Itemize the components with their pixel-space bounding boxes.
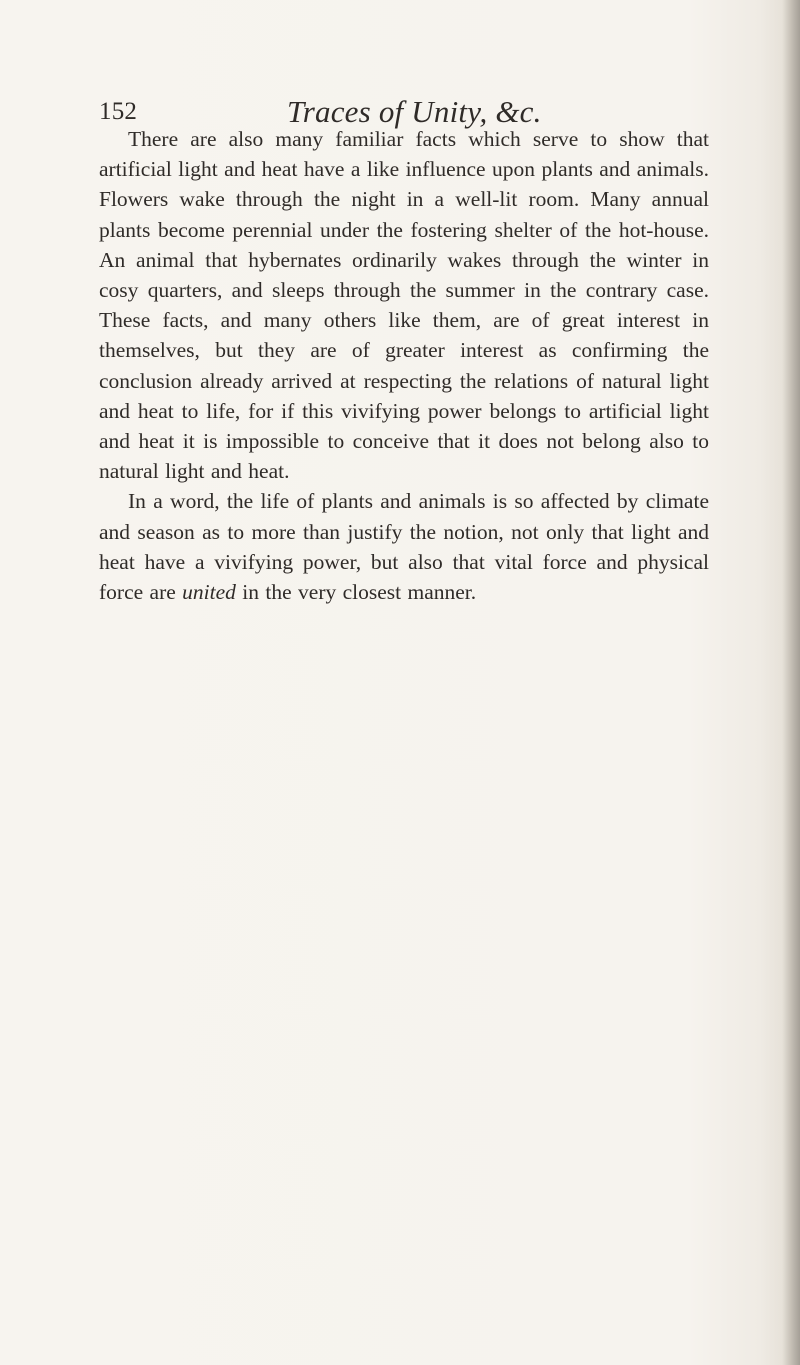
emphasized-word: united xyxy=(182,580,236,605)
paragraph-2-text-before: In a word, the life of plants and animals is so affected by climate and season as to more than justify the notion, not only that light and heat have a vivifying power, but also that vital force and physical force are xyxy=(99,489,709,605)
page-edge-shadow xyxy=(782,0,800,1365)
body-text xyxy=(99,124,709,607)
running-title: Traces of Unity, &c. xyxy=(287,94,542,129)
paragraph-2 xyxy=(99,486,709,607)
paragraph-1: There are also many familiar facts which serve to show that artificial light and heat have a like influence upon plants and animals. Flowers wake through the night in a well-lit room. Many annual plants become perennial under the fostering shelter of the hot-house. An animal that hybernates ordinarily wakes through the winter in cosy quarters, and sleeps through the summer in the contrary case. These facts, and many others like them, are of great interest in themselves, but they are of greater interest as confirming the conclusion already arrived at respecting the relations of natural light and heat to life, for if this vivifying power belongs to artificial light and heat it is impossible to conceive that it does not belong also to natural light and heat. xyxy=(99,127,709,484)
paragraph-2-text-after: in the very closest manner. xyxy=(235,580,477,605)
page-number: 152 xyxy=(99,98,138,125)
